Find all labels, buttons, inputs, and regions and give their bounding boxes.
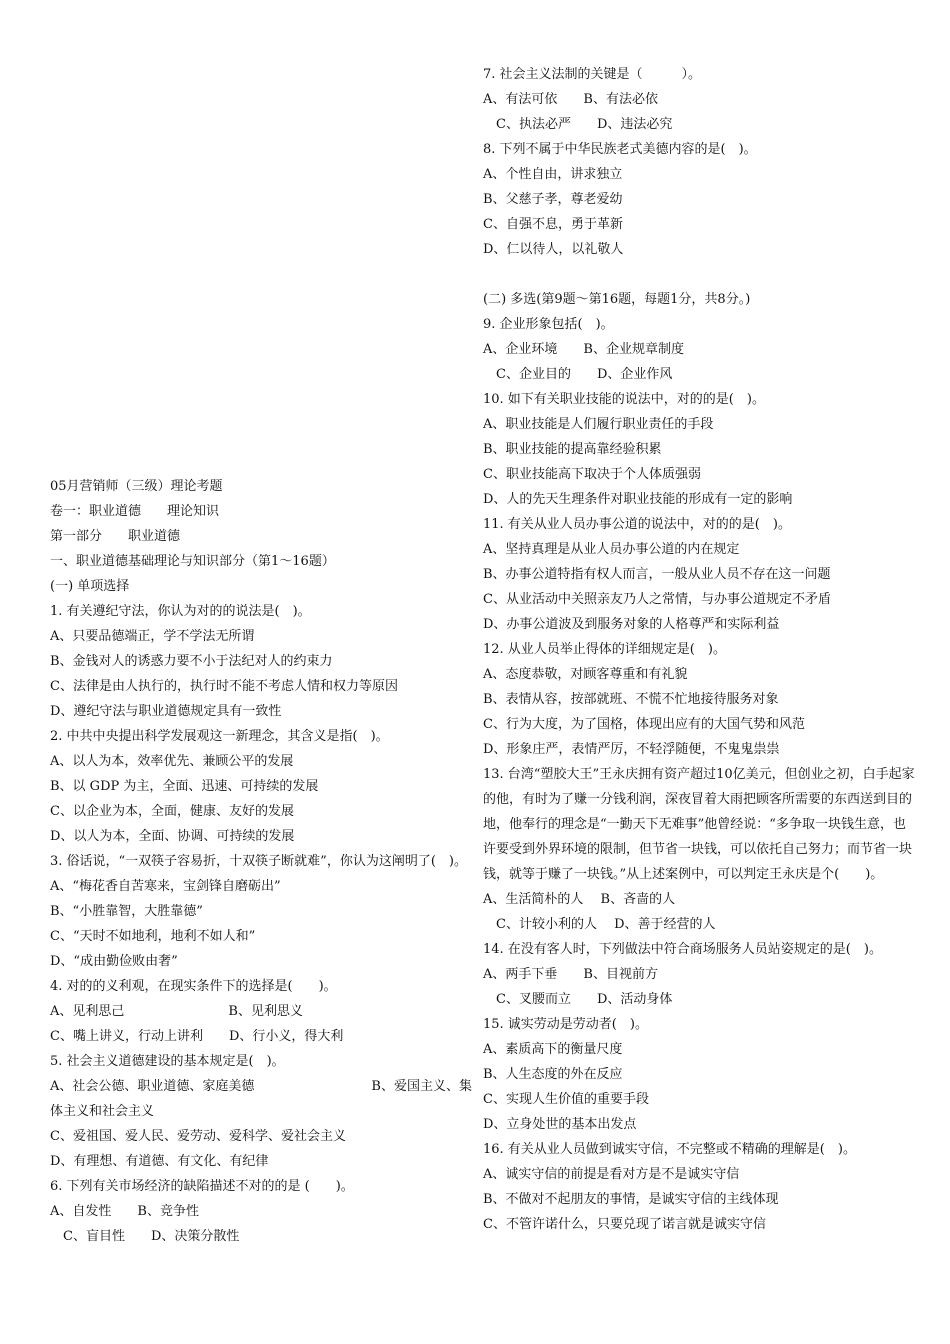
option: A、以人为本，效率优先、兼顾公平的发展 — [50, 754, 294, 769]
question-10: 10. 如下有关职业技能的说法中，对的的是( )。 — [483, 392, 765, 407]
option: A、态度恭敬，对顾客尊重和有礼貌 — [483, 667, 688, 682]
subsection-heading: (一) 单项选择 — [50, 579, 130, 594]
question-12: 12. 从业人员举止得体的详细规定是( )。 — [483, 642, 726, 657]
question-5: 5. 社会主义道德建设的基本规定是( )。 — [50, 1054, 285, 1069]
option-row: C、盲目性 D、决策分散性 — [50, 1229, 240, 1244]
question-13: 13. 台湾“塑胶大王”王永庆拥有资产超过10亿美元，但创业之初，白手起家的他，有时为了赚一分钱利润，深夜冒着大雨把顾客所需要的东西送到目的地，他奉行的理念是“一勤天下无难事”他曾经说：“多争取一块钱生意，也许要受到外界环境的限制，但节省一块钱，可以依托自己努力；而节省一块钱，就等于赚了一块钱。”从上述案例中，可以判定王永庆是个( )。 — [483, 767, 915, 882]
option: B、金钱对人的诱惑力要不小于法纪对人的约束力 — [50, 654, 333, 669]
option: D、以人为本，全面、协调、可持续的发展 — [50, 829, 295, 844]
option: C、从业活动中关照亲友乃人之常情，与办事公道规定不矛盾 — [483, 592, 831, 607]
question-7: 7. 社会主义法制的关键是（ ）。 — [483, 67, 702, 82]
option: C、法律是由人执行的，执行时不能不考虑人情和权力等原因 — [50, 679, 398, 694]
option: C、自强不息，勇于革新 — [483, 217, 623, 232]
question-1: 1. 有关遵纪守法，你认为对的的说法是( )。 — [50, 604, 311, 619]
option: B、父慈子孝，尊老爱幼 — [483, 192, 623, 207]
option: D、立身处世的基本出发点 — [483, 1117, 637, 1132]
option-row: A、两手下垂 B、目视前方 — [483, 967, 658, 982]
option: B、以 GDP 为主，全面、迅速、可持续的发展 — [50, 779, 319, 794]
option: B、不做对不起朋友的事情，是诚实守信的主线体现 — [483, 1192, 779, 1207]
option-row: A、社会公德、职业道德、家庭美德 B、爱国主义、集体主义和社会主义 — [50, 1079, 472, 1119]
option: A、素质高下的衡量尺度 — [483, 1042, 623, 1057]
option-row: C、计较小利的人 D、善于经营的人 — [483, 917, 716, 932]
option: B、职业技能的提高靠经验积累 — [483, 442, 662, 457]
option: B、“小胜靠智，大胜靠德” — [50, 904, 203, 919]
question-16: 16. 有关从业人员做到诚实守信，不完整或不精确的理解是( )。 — [483, 1142, 856, 1157]
option: C、不管许诺什么，只要兑现了诺言就是诚实守信 — [483, 1217, 766, 1232]
blank-line — [483, 262, 915, 287]
option: D、“成由勤俭败由奢” — [50, 954, 178, 969]
exam-title: 05月营销师（三级）理论考题 — [50, 479, 223, 494]
option: D、形象庄严，表情严厉，不轻浮随便，不鬼鬼祟祟 — [483, 742, 780, 757]
option: A、“梅花香自苦寒来，宝剑锋自磨砺出” — [50, 879, 281, 894]
multi-choice-heading: (二) 多选(第9题～第16题，每题1分，共8分。) — [483, 292, 751, 307]
left-column — [50, 474, 478, 1249]
option-row: C、企业目的 D、企业作风 — [483, 367, 673, 382]
option: C、以企业为本，全面，健康、友好的发展 — [50, 804, 294, 819]
volume-heading: 卷一：职业道德 理论知识 — [50, 504, 220, 519]
option: C、实现人生价值的重要手段 — [483, 1092, 649, 1107]
question-2: 2. 中共中央提出科学发展观这一新理念，其含义是指( )。 — [50, 729, 389, 744]
option: D、人的先天生理条件对职业技能的形成有一定的影响 — [483, 492, 793, 507]
question-3: 3. 俗话说，“一双筷子容易折，十双筷子断就难”，你认为这阐明了( )。 — [50, 854, 467, 869]
right-column — [483, 62, 915, 1237]
option: D、仁以待人，以礼敬人 — [483, 242, 624, 257]
option: C、爱祖国、爱人民、爱劳动、爱科学、爱社会主义 — [50, 1129, 346, 1144]
option: C、行为大度，为了国格，体现出应有的大国气势和风范 — [483, 717, 805, 732]
question-9: 9. 企业形象包括( )。 — [483, 317, 614, 332]
option-row: A、自发性 B、竞争性 — [50, 1204, 199, 1219]
option: C、职业技能高下取决于个人体质强弱 — [483, 467, 701, 482]
option-row: C、嘴上讲义，行动上讲利 D、行小义，得大利 — [50, 1029, 344, 1044]
question-15: 15. 诚实劳动是劳动者( )。 — [483, 1017, 648, 1032]
option: A、个性自由，讲求独立 — [483, 167, 623, 182]
option: D、遵纪守法与职业道德规定具有一致性 — [50, 704, 282, 719]
option-row: C、执法必严 D、违法必究 — [483, 117, 673, 132]
option: A、诚实守信的前提是看对方是不是诚实守信 — [483, 1167, 740, 1182]
option-row: A、企业环境 B、企业规章制度 — [483, 342, 684, 357]
option: B、人生态度的外在反应 — [483, 1067, 623, 1082]
section-heading: 一、职业道德基础理论与知识部分（第1～16题） — [50, 554, 335, 569]
option-row: A、见利思己 B、见利思义 — [50, 1004, 303, 1019]
option: B、办事公道特指有权人而言，一般从业人员不存在这一问题 — [483, 567, 831, 582]
option-row: C、叉腰而立 D、活动身体 — [483, 992, 673, 1007]
question-14: 14. 在没有客人时，下列做法中符合商场服务人员站姿规定的是( )。 — [483, 942, 882, 957]
question-6: 6. 下列有关市场经济的缺陷描述不对的的是 ( )。 — [50, 1179, 354, 1194]
question-11: 11. 有关从业人员办事公道的说法中，对的的是( )。 — [483, 517, 791, 532]
option: A、坚持真理是从业人员办事公道的内在规定 — [483, 542, 740, 557]
part-heading: 第一部分 职业道德 — [50, 529, 181, 544]
option: A、职业技能是人们履行职业责任的手段 — [483, 417, 714, 432]
option: D、办事公道波及到服务对象的人格尊严和实际利益 — [483, 617, 780, 632]
option: B、表情从容，按部就班、不慌不忙地接待服务对象 — [483, 692, 779, 707]
option-row: A、有法可依 B、有法必依 — [483, 92, 658, 107]
option-row: A、生活简朴的人 B、吝啬的人 — [483, 892, 676, 907]
option: D、有理想、有道德、有文化、有纪律 — [50, 1154, 269, 1169]
option: A、只要品德端正，学不学法无所谓 — [50, 629, 255, 644]
question-4: 4. 对的的义利观，在现实条件下的选择是( )。 — [50, 979, 337, 994]
option: C、“天时不如地利，地利不如人和” — [50, 929, 256, 944]
question-8: 8. 下列不属于中华民族老式美德内容的是( )。 — [483, 142, 757, 157]
